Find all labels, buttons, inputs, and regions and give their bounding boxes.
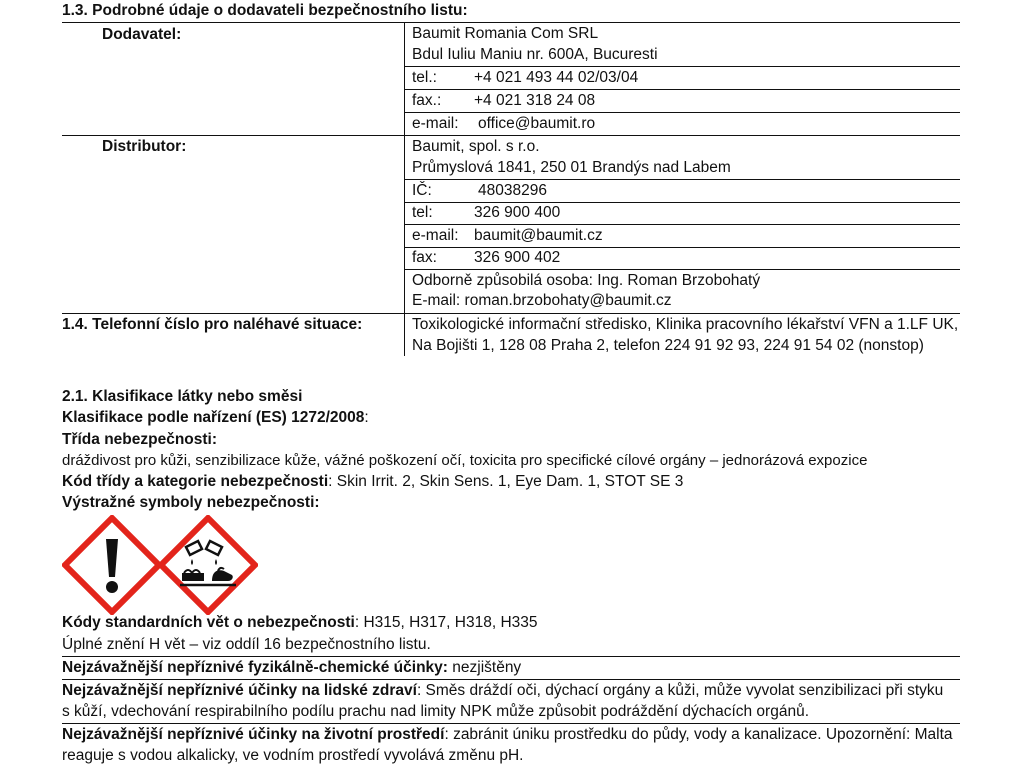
distributor-tel-label: tel: (412, 204, 433, 221)
section-2-1-heading: 2.1. Klasifikace látky nebo směsi (62, 388, 303, 405)
row-divider (404, 112, 960, 113)
env-line-1 (62, 726, 953, 744)
supplier-name: Baumit Romania Com SRL (412, 25, 599, 42)
section-divider (62, 313, 960, 314)
distributor-fax: 326 900 402 (474, 249, 561, 266)
supplier-email: office@baumit.ro (478, 115, 596, 132)
section-1-3-heading: 1.3. Podrobné údaje o dodavateli bezpečnostního listu: (62, 2, 468, 19)
competent-person: Odborně způsobilá osoba: Ing. Roman Brzobohatý (412, 272, 761, 289)
h-codes-label: Kódy standardních vět o nebezpečnosti (62, 614, 355, 631)
h-codes-line (62, 614, 538, 632)
hazard-class-label: Třída nebezpečnosti: (62, 431, 218, 448)
exclamation-mark-pictogram-icon (62, 515, 162, 615)
health-text-2: s kůží, vdechování respirabilního podílu prachu nad limity NPK může způsobit podráždění dýchacích orgánů. (62, 703, 810, 720)
emergency-line-1: Toxikologické informační středisko, Klinika pracovního lékařství VFN a 1.LF UK, (412, 316, 959, 333)
physchem-text: nezjištěny (447, 659, 522, 676)
env-text-2: reaguje s vodou alkalicky, ve vodním prostředí vyvolává změnu pH. (62, 747, 524, 764)
class-code-label: Kód třídy a kategorie nebezpečnosti (62, 473, 329, 490)
health-label: Nejzávažnější nepříznivé účinky na lidské zdraví (62, 682, 417, 699)
row-divider (62, 656, 960, 657)
env-label: Nejzávažnější nepříznivé účinky na životní prostředí (62, 726, 445, 743)
row-divider (404, 247, 960, 248)
supplier-fax-label: fax.: (412, 92, 442, 109)
competent-person-email: E-mail: roman.brzobohaty@baumit.cz (412, 292, 672, 309)
row-divider (404, 224, 960, 225)
health-line-1 (62, 682, 943, 700)
distributor-tel: 326 900 400 (474, 204, 561, 221)
row-divider (404, 179, 960, 180)
regulation-label: Klasifikace podle nařízení (ES) 1272/2008 (62, 409, 365, 426)
supplier-email-label: e-mail: (412, 115, 459, 132)
row-divider (404, 89, 960, 90)
h-full-text: Úplné znění H vět – viz oddíl 16 bezpečnostního listu. (62, 636, 431, 653)
section-1-4-label: 1.4. Telefonní číslo pro naléhavé situace: (62, 316, 363, 333)
row-divider (404, 202, 960, 203)
health-text-1: : Směs dráždí oči, dýchací orgány a kůži, může vyvolat senzibilizaci při styku (416, 682, 944, 699)
env-text-1: : zabránit úniku prostředku do půdy, vody a kanalizace. Upozornění: Malta (444, 726, 953, 743)
distributor-address: Průmyslová 1841, 250 01 Brandýs nad Labem (412, 159, 731, 176)
supplier-fax: +4 021 318 24 08 (474, 92, 596, 109)
row-divider (62, 723, 960, 724)
distributor-label: Distributor: (102, 138, 187, 155)
distributor-email-label: e-mail: (412, 227, 459, 244)
distributor-name: Baumit, spol. s r.o. (412, 138, 540, 155)
physchem-label: Nejzávažnější nepříznivé fyzikálně-chemické účinky: (62, 659, 448, 676)
row-divider (404, 66, 960, 67)
row-divider (62, 679, 960, 680)
symbols-label: Výstražné symboly nebezpečnosti: (62, 494, 320, 511)
supplier-tel: +4 021 493 44 02/03/04 (474, 69, 639, 86)
class-code-line (62, 473, 683, 491)
table-column-divider (404, 22, 405, 356)
supplier-address: Bdul Iuliu Maniu nr. 600A, Bucuresti (412, 46, 658, 63)
distributor-ic-label: IČ: (412, 182, 432, 199)
section-divider (62, 135, 960, 136)
physchem-line (62, 659, 521, 677)
distributor-ic: 48038296 (478, 182, 547, 199)
distributor-email: baumit@baumit.cz (474, 227, 603, 244)
row-divider (404, 269, 960, 270)
emergency-line-2: Na Bojišti 1, 128 08 Praha 2, telefon 224 91 92 93, 224 91 54 02 (nonstop) (412, 337, 924, 354)
regulation-colon: : (364, 409, 369, 426)
class-code-text: : Skin Irrit. 2, Skin Sens. 1, Eye Dam. 1, STOT SE 3 (328, 473, 684, 490)
distributor-fax-label: fax: (412, 249, 437, 266)
hazard-class-text: dráždivost pro kůži, senzibilizace kůže, vážné poškození očí, toxicita pro specifické cílové orgány – jednorázová expozice (62, 452, 868, 469)
supplier-label: Dodavatel: (102, 26, 182, 43)
supplier-tel-label: tel.: (412, 69, 437, 86)
h-codes-text: : H315, H317, H318, H335 (354, 614, 538, 631)
regulation-line (62, 409, 369, 427)
heading-underline (62, 22, 960, 23)
corrosion-pictogram-icon (158, 515, 258, 615)
